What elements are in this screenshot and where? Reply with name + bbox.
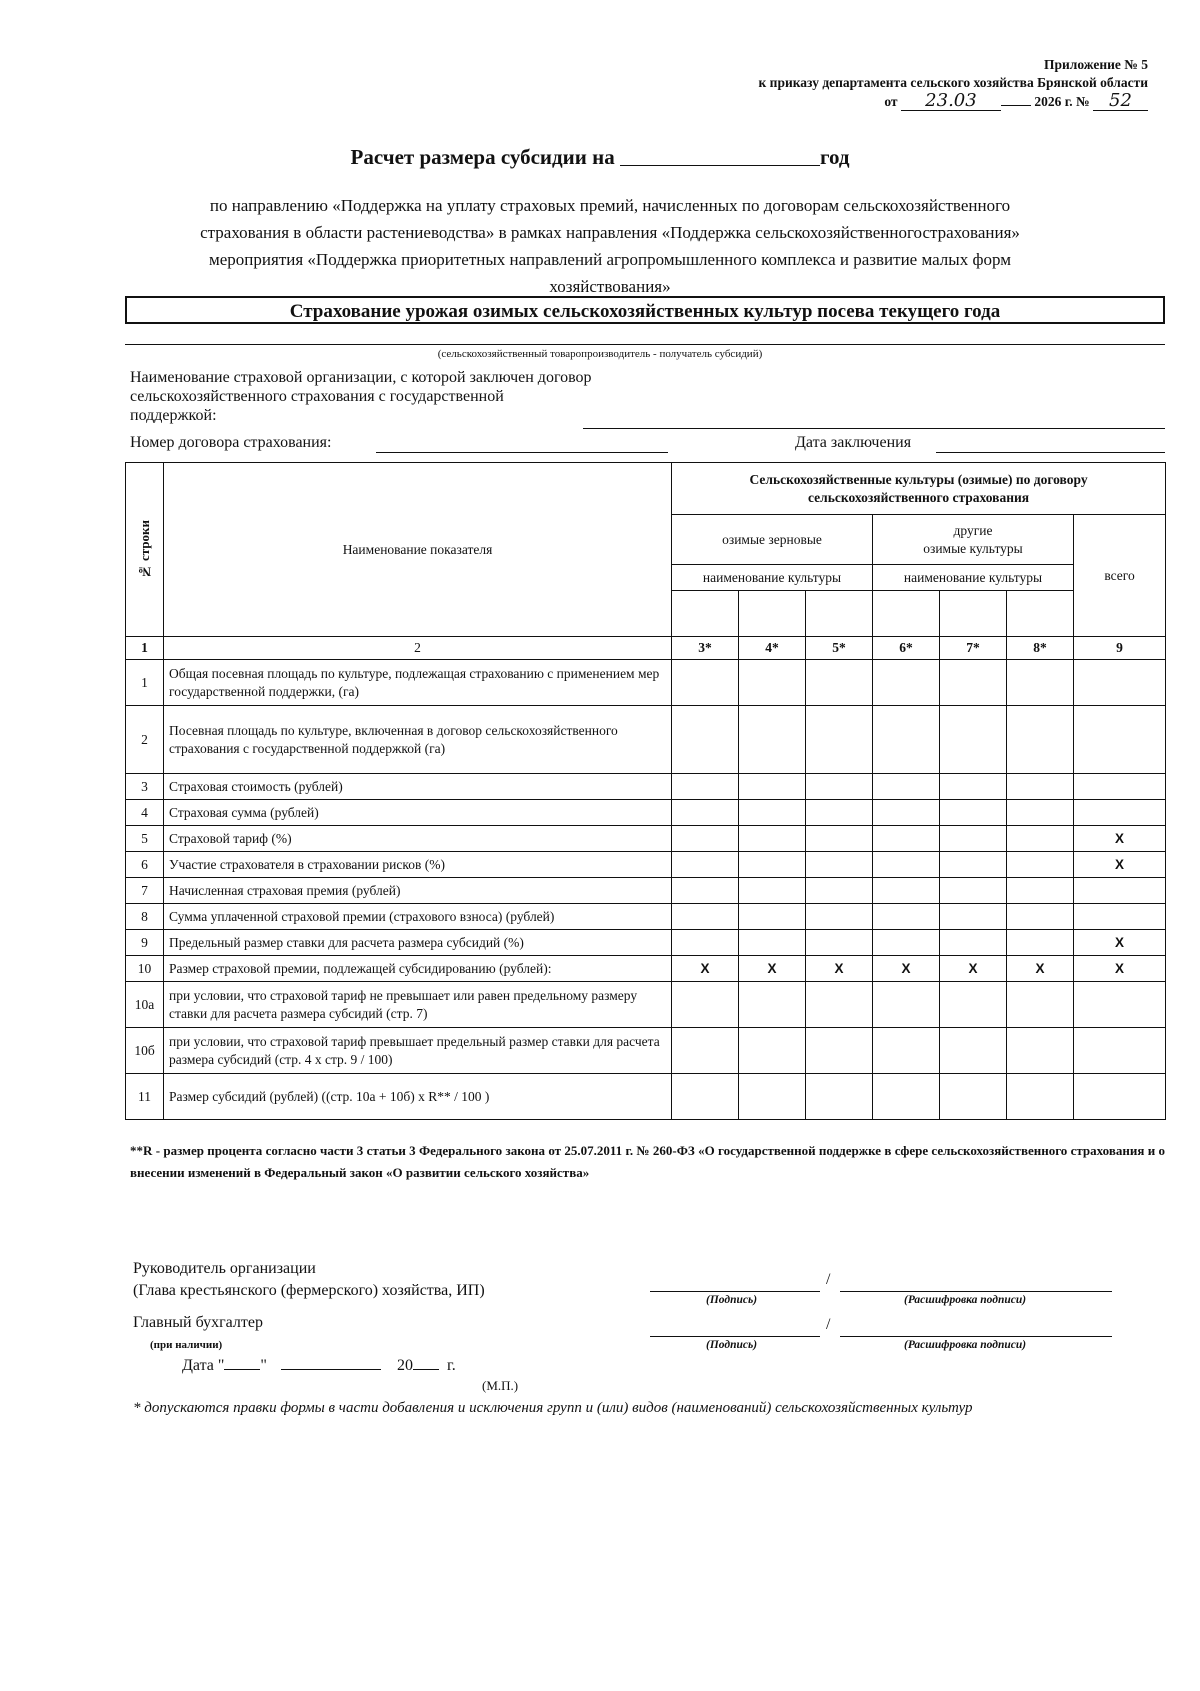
value-cell[interactable] [1074,706,1166,774]
value-cell[interactable] [672,982,739,1028]
value-cell[interactable] [873,660,940,706]
accountant-decode-field[interactable] [840,1336,1112,1337]
row-label: Размер субсидий (рублей) ((стр. 10а + 10б) х R** / 100 ) [164,1074,672,1120]
value-cell[interactable] [1007,660,1074,706]
value-cell[interactable] [1007,904,1074,930]
row-number: 6 [126,852,164,878]
value-cell[interactable] [806,904,873,930]
crops-header: Сельскохозяйственные культуры (озимые) по договору сельскохозяйственного страхования [672,463,1166,515]
row-number: 9 [126,930,164,956]
value-cell[interactable] [806,1028,873,1074]
row-number: 8 [126,904,164,930]
value-cell[interactable] [940,826,1007,852]
head-label: Руководитель организации (Глава крестьянского (фермерского) хозяйства, ИП) [133,1260,485,1299]
table-row [126,930,1166,956]
value-cell[interactable] [873,1028,940,1074]
value-cell[interactable] [672,904,739,930]
value-cell[interactable] [1007,826,1074,852]
table-row [126,852,1166,878]
date-concluded-label: Дата заключения [795,434,912,451]
decode-caption: (Расшифровка подписи) [904,1294,1027,1306]
value-cell[interactable] [806,826,873,852]
value-cell[interactable] [739,706,806,774]
not-applicable-mark: X [940,956,1007,982]
row-number: 10 [126,956,164,982]
row-label: при условии, что страховой тариф не превышает или равен предельному размеру ставки для расчета размера субсидий (стр. 7) [164,982,672,1028]
value-cell[interactable] [940,660,1007,706]
value-cell[interactable] [806,1074,873,1120]
contract-number-label: Номер договора страхования: [130,434,332,451]
value-cell[interactable] [806,800,873,826]
value-cell[interactable] [940,706,1007,774]
row-label: Размер страховой премии, подлежащей субсидированию (рублей): [164,956,672,982]
crop-name-cell[interactable] [739,591,806,637]
value-cell[interactable] [739,1028,806,1074]
appendix-title: Приложение № 5 [1044,57,1148,72]
value-cell[interactable] [873,852,940,878]
value-cell[interactable] [940,852,1007,878]
row-number: 4 [126,800,164,826]
not-applicable-mark: X [739,956,806,982]
date-line: Дата " " 20 г. [182,1357,456,1374]
row-label: Посевная площадь по культуре, включенная в договор сельскохозяйственного страхования с государственной поддержкой (га) [164,706,672,774]
value-cell[interactable] [873,706,940,774]
value-cell[interactable] [940,930,1007,956]
table-row [126,800,1166,826]
value-cell[interactable] [1007,878,1074,904]
table-row [126,1074,1166,1120]
value-cell[interactable] [806,660,873,706]
crop-name-header: наименование культуры [873,565,1074,591]
head-decode-field[interactable] [840,1291,1112,1292]
value-cell[interactable] [1007,930,1074,956]
value-cell[interactable] [806,852,873,878]
value-cell[interactable] [672,878,739,904]
table-row [126,1028,1166,1074]
date-month-field[interactable] [281,1369,381,1370]
crop-name-cell[interactable] [1007,591,1074,637]
recipient-field[interactable] [125,344,1165,345]
row-label: Страховой тариф (%) [164,826,672,852]
value-cell[interactable] [1074,1028,1166,1074]
table-row [126,982,1166,1028]
appendix-block [759,56,1148,111]
value-cell[interactable] [1007,706,1074,774]
table-row [126,826,1166,852]
crop-name-header: наименование культуры [672,565,873,591]
value-cell[interactable] [739,774,806,800]
order-number: 52 [1093,92,1148,111]
table-row [126,878,1166,904]
value-cell[interactable] [672,774,739,800]
bottom-note: * допускаются правки формы в части добавления и исключения групп и (или) видов (наименований) сельскохозяйственных культур [133,1400,973,1416]
crop-name-cell[interactable] [806,591,873,637]
value-cell[interactable] [940,1028,1007,1074]
row-number: 1 [126,660,164,706]
date-day-field[interactable] [224,1369,260,1370]
value-cell[interactable] [739,904,806,930]
winter-grain-header: озимые зерновые [672,515,873,565]
table-row [126,904,1166,930]
insurer-label: Наименование страховой организации, с которой заключен договор сельскохозяйственного страхования с государственной поддержкой: [130,369,592,424]
value-cell[interactable] [873,904,940,930]
value-cell[interactable] [1074,904,1166,930]
value-cell[interactable] [1007,1074,1074,1120]
value-cell[interactable] [672,826,739,852]
value-cell[interactable] [672,1028,739,1074]
value-cell[interactable] [739,826,806,852]
row-number: 10б [126,1028,164,1074]
total-header: всего [1074,515,1166,637]
accountant-signature-field[interactable] [650,1336,820,1337]
row-label: при условии, что страховой тариф превышает предельный размер ставки для расчета размера субсидий (стр. 4 х стр. 9 / 100) [164,1028,672,1074]
value-cell[interactable] [739,1074,806,1120]
not-applicable-mark: X [1074,956,1166,982]
value-cell[interactable] [1074,878,1166,904]
table-row [126,956,1166,982]
value-cell[interactable] [672,660,739,706]
section-title: Страхование урожая озимых сельскохозяйственных культур посева текущего года [125,296,1165,324]
table-row [126,706,1166,774]
value-cell[interactable] [739,982,806,1028]
value-cell[interactable] [1074,800,1166,826]
row-no-header: № строки [126,463,164,637]
value-cell[interactable] [672,1074,739,1120]
not-applicable-mark: X [1074,930,1166,956]
indicator-header: Наименование показателя [164,463,672,637]
row-number: 3 [126,774,164,800]
row-label: Страховая сумма (рублей) [164,800,672,826]
order-date-line: от 23.03 2026 г. № 52 [759,92,1148,111]
value-cell[interactable] [873,930,940,956]
value-cell[interactable] [873,774,940,800]
page-title: Расчет размера субсидии на год [350,145,850,169]
not-applicable-mark: X [873,956,940,982]
value-cell[interactable] [873,982,940,1028]
signature-caption: (Подпись) [706,1294,758,1306]
value-cell[interactable] [1007,1028,1074,1074]
crop-name-cell[interactable] [873,591,940,637]
value-cell[interactable] [672,706,739,774]
row-number: 11 [126,1074,164,1120]
date-concluded-field[interactable] [936,452,1165,453]
value-cell[interactable] [1007,852,1074,878]
signature-caption: (Подпись) [706,1339,758,1351]
value-cell[interactable] [1074,660,1166,706]
stamp-label: (М.П.) [482,1378,519,1393]
row-number: 2 [126,706,164,774]
value-cell[interactable] [739,930,806,956]
crop-name-cell[interactable] [940,591,1007,637]
value-cell[interactable] [940,800,1007,826]
table-row [126,774,1166,800]
value-cell[interactable] [940,982,1007,1028]
value-cell[interactable] [1007,774,1074,800]
value-cell[interactable] [672,800,739,826]
insurer-field[interactable] [583,428,1165,429]
value-cell[interactable] [873,1074,940,1120]
not-applicable-mark: X [672,956,739,982]
value-cell[interactable] [1074,774,1166,800]
row-label: Начисленная страховая премия (рублей) [164,878,672,904]
value-cell[interactable] [806,930,873,956]
value-cell[interactable] [739,852,806,878]
not-applicable-mark: X [806,956,873,982]
value-cell[interactable] [739,800,806,826]
decode-caption: (Расшифровка подписи) [904,1339,1027,1351]
year-field[interactable] [620,145,820,166]
row-label: Общая посевная площадь по культуре, подлежащая страхованию с применением мер государственной поддержки, (га) [164,660,672,706]
value-cell[interactable] [940,774,1007,800]
if-any-note: (при наличии) [150,1339,223,1351]
not-applicable-mark: X [1074,852,1166,878]
order-date: 23.03 [901,92,1001,111]
value-cell[interactable] [672,852,739,878]
value-cell[interactable] [940,878,1007,904]
row-label: Сумма уплаченной страховой премии (страхового взноса) (рублей) [164,904,672,930]
not-applicable-mark: X [1074,826,1166,852]
accountant-label: Главный бухгалтер [133,1314,263,1331]
value-cell[interactable] [806,878,873,904]
value-cell[interactable] [1074,982,1166,1028]
date-year-field[interactable] [413,1369,439,1370]
table-row [126,660,1166,706]
other-crops-header: другие озимые культуры [873,515,1074,565]
value-cell[interactable] [806,982,873,1028]
head-signature-field[interactable] [650,1291,820,1292]
value-cell[interactable] [739,660,806,706]
value-cell[interactable] [739,878,806,904]
value-cell[interactable] [672,930,739,956]
crop-name-cell[interactable] [672,591,739,637]
row-label: Предельный размер ставки для расчета размера субсидий (%) [164,930,672,956]
value-cell[interactable] [806,706,873,774]
value-cell[interactable] [940,904,1007,930]
row-label: Страховая стоимость (рублей) [164,774,672,800]
value-cell[interactable] [806,774,873,800]
value-cell[interactable] [873,878,940,904]
contract-number-field[interactable] [376,452,668,453]
value-cell[interactable] [873,800,940,826]
appendix-order: к приказу департамента сельского хозяйства Брянской области [758,75,1148,90]
recipient-caption: (сельскохозяйственный товаропроизводитель - получатель субсидий) [437,348,763,360]
value-cell[interactable] [873,826,940,852]
value-cell[interactable] [1007,982,1074,1028]
calculation-table [125,462,1166,1120]
value-cell[interactable] [1074,1074,1166,1120]
row-number: 10а [126,982,164,1028]
footnote-r: **R - размер процента согласно части 3 статьи 3 Федерального закона от 25.07.2011 г. № 260-ФЗ «О государственной поддержке в сфере сельскохозяйственного страхования и о внесении изменений в Федеральный закон «О развитии сельского хозяйства» [130,1143,1165,1180]
row-number: 5 [126,826,164,852]
intro-text: по направлению «Поддержка на уплату страховых премий, начисленных по договорам сельскохозяйственного страхования в области растениеводства» в рамках направления «Поддержка сельскохозяйственногострахования» мероприятия «Поддержка приоритетных направлений агропромышленного комплекса и развитие малых форм хозяйствования» [200,196,1020,296]
row-label: Участие страхователя в страховании рисков (%) [164,852,672,878]
column-numbers-row: 1 2 3* 4* 5* 6* 7* 8* 9 [126,637,1166,660]
not-applicable-mark: X [1007,956,1074,982]
row-number: 7 [126,878,164,904]
value-cell[interactable] [1007,800,1074,826]
value-cell[interactable] [940,1074,1007,1120]
